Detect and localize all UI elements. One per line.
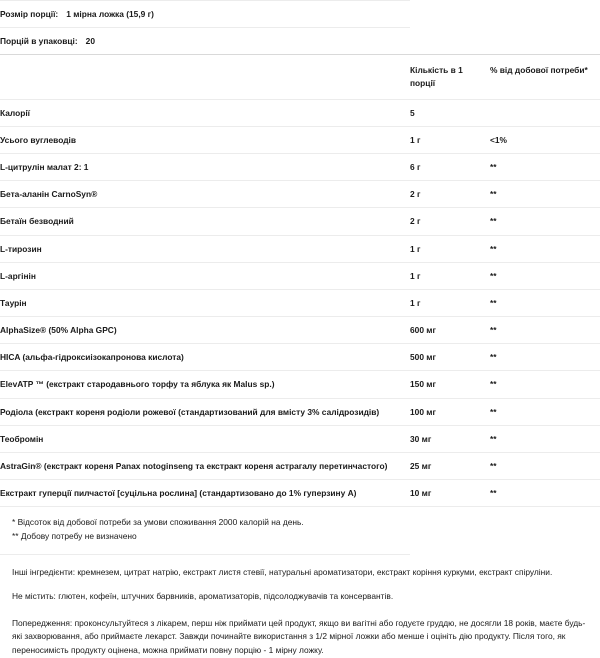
ingredient-name: HICA (альфа-гідроксиізокапронова кислота) bbox=[0, 344, 410, 371]
ingredient-daily-value: ** bbox=[490, 453, 600, 480]
ingredient-amount: 10 мг bbox=[410, 480, 490, 507]
ingredient-name: L-тирозин bbox=[0, 235, 410, 262]
ingredient-amount: 2 г bbox=[410, 208, 490, 235]
ingredient-daily-value: ** bbox=[490, 289, 600, 316]
ingredient-daily-value: ** bbox=[490, 153, 600, 180]
table-row bbox=[0, 153, 600, 180]
table-row bbox=[0, 344, 600, 371]
ingredient-name: Калорії bbox=[0, 99, 410, 126]
column-header-daily-value: % від добової потреби* bbox=[490, 55, 600, 99]
ingredient-name: Бета-аланін CarnoSyn® bbox=[0, 181, 410, 208]
serving-size-spacer-amount bbox=[410, 1, 490, 28]
ingredient-daily-value: ** bbox=[490, 317, 600, 344]
table-row bbox=[0, 99, 600, 126]
ingredient-amount: 600 мг bbox=[410, 317, 490, 344]
ingredient-daily-value: ** bbox=[490, 371, 600, 398]
warning-text: Попередження: проконсультуйтеся з лікарем, перш ніж приймати цей продукт, якщо ви вагітні або годуєте груддю, не досягли 18 років, маєте будь-які захворювання, або приймаєте лекарст. Завжди починайте використання з 1/2 мірної ложки або менше і оцініть дію продукту. Після того, як переносимість продукту оцінена, можна приймати повну порцію - 1 мірну ложку. bbox=[12, 617, 586, 656]
servings-spacer-dv bbox=[490, 28, 600, 55]
column-header-name bbox=[0, 55, 410, 99]
ingredient-name: Усього вуглеводів bbox=[0, 126, 410, 153]
ingredient-name: AlphaSize® (50% Alpha GPC) bbox=[0, 317, 410, 344]
servings-spacer-amount bbox=[410, 28, 490, 55]
ingredient-amount: 1 г bbox=[410, 262, 490, 289]
ingredient-amount: 1 г bbox=[410, 289, 490, 316]
ingredient-name: Екстракт гуперції пилчастої [суцільна рослина] (стандартизовано до 1% гуперзину А) bbox=[0, 480, 410, 507]
ingredient-name: ElevATP ™ (екстракт стародавнього торфу та яблука як Malus sp.) bbox=[0, 371, 410, 398]
table-row bbox=[0, 453, 600, 480]
serving-size-row bbox=[0, 1, 600, 28]
facts-table-body bbox=[0, 1, 600, 507]
ingredient-daily-value: ** bbox=[490, 425, 600, 452]
ingredient-daily-value: ** bbox=[490, 208, 600, 235]
servings-per-container-label: Порцій в упаковці: bbox=[0, 36, 78, 47]
ingredient-daily-value: ** bbox=[490, 480, 600, 507]
ingredient-daily-value: ** bbox=[490, 398, 600, 425]
footnote-not-established: ** Добову потребу не визначено bbox=[12, 531, 137, 542]
table-row bbox=[0, 398, 600, 425]
ingredient-name: L-цитрулін малат 2: 1 bbox=[0, 153, 410, 180]
ingredient-amount: 30 мг bbox=[410, 425, 490, 452]
column-header-amount: Кількість в 1 порції bbox=[410, 55, 490, 99]
serving-size-cell bbox=[0, 1, 410, 28]
ingredient-amount: 6 г bbox=[410, 153, 490, 180]
ingredient-name: AstraGin® (екстракт кореня Panax notoginseng та екстракт кореня астрагалу перетинчастого) bbox=[0, 453, 410, 480]
table-row bbox=[0, 126, 600, 153]
ingredient-daily-value: ** bbox=[490, 181, 600, 208]
notes-block bbox=[0, 555, 600, 658]
servings-per-container-cell bbox=[0, 28, 410, 55]
ingredient-daily-value: <1% bbox=[490, 126, 600, 153]
ingredient-amount: 100 мг bbox=[410, 398, 490, 425]
table-row bbox=[0, 317, 600, 344]
table-row bbox=[0, 208, 600, 235]
table-row bbox=[0, 371, 600, 398]
serving-size-label: Розмір порції: bbox=[0, 9, 59, 19]
ingredient-amount: 1 г bbox=[410, 235, 490, 262]
table-row bbox=[0, 425, 600, 452]
servings-per-container-value: 20 bbox=[85, 36, 95, 47]
ingredient-daily-value: ** bbox=[490, 235, 600, 262]
serving-size-spacer-dv bbox=[490, 1, 600, 28]
free-from-text: Не містить: глютен, кофеїн, штучних барвників, ароматизаторів, підсолоджувачів та консервантів. bbox=[12, 591, 394, 602]
table-row bbox=[0, 181, 600, 208]
ingredient-name: Теобромін bbox=[0, 425, 410, 452]
table-row bbox=[0, 235, 600, 262]
ingredient-amount: 5 bbox=[410, 99, 490, 126]
other-ingredients-text: Інші інгредієнти: кремнезем, цитрат натрію, екстракт листя стевії, натуральні ароматизатори, екстракт коріння куркуми, екстракт спіруліни. bbox=[12, 566, 553, 577]
ingredient-amount: 2 г bbox=[410, 181, 490, 208]
table-row bbox=[0, 289, 600, 316]
servings-per-container-row bbox=[0, 28, 600, 55]
ingredient-daily-value: ** bbox=[490, 344, 600, 371]
footnote-daily-value: * Відсоток від добової потреби за умови споживання 2000 калорій на день. bbox=[12, 517, 304, 528]
ingredient-daily-value: ** bbox=[490, 262, 600, 289]
ingredient-name: Таурін bbox=[0, 289, 410, 316]
ingredient-amount: 150 мг bbox=[410, 371, 490, 398]
serving-size-value: 1 мірна ложка (15,9 г) bbox=[66, 9, 154, 19]
ingredient-amount: 1 г bbox=[410, 126, 490, 153]
footnotes-block bbox=[0, 507, 600, 543]
ingredient-name: L-аргінін bbox=[0, 262, 410, 289]
ingredient-daily-value bbox=[490, 99, 600, 126]
table-row bbox=[0, 480, 600, 507]
ingredient-amount: 25 мг bbox=[410, 453, 490, 480]
table-row bbox=[0, 262, 600, 289]
ingredient-amount: 500 мг bbox=[410, 344, 490, 371]
ingredient-name: Родіола (екстракт кореня родіоли рожевої (стандартизований для вмісту 3% салідрозидів) bbox=[0, 398, 410, 425]
ingredient-name: Бетаїн безводний bbox=[0, 208, 410, 235]
table-header-row bbox=[0, 55, 600, 99]
